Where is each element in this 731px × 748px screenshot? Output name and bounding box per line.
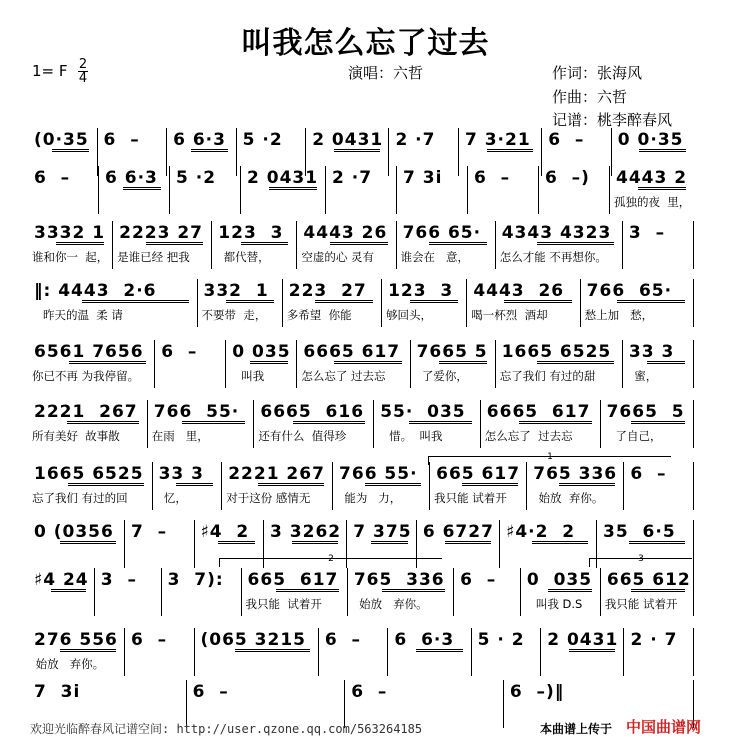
- measure: [396, 221, 495, 269]
- measure-notes: 5 · 2: [477, 630, 525, 650]
- score-row: [28, 279, 694, 327]
- measure-notes: 7 –: [130, 522, 168, 542]
- measure: [225, 340, 296, 388]
- measure-notes: 1665 6525: [34, 462, 148, 486]
- measure: [540, 628, 623, 676]
- measure: [609, 166, 694, 214]
- measure: [318, 628, 388, 676]
- measure: [623, 462, 694, 510]
- measure: [28, 279, 197, 327]
- measure: [325, 166, 396, 214]
- measure-lyrics: 忆，: [156, 491, 187, 505]
- measure-notes: 0 035: [527, 568, 596, 592]
- measure: [28, 628, 124, 676]
- measure-notes: 6665 617: [487, 400, 596, 424]
- lyricist: 作词：张海风: [552, 64, 643, 82]
- measure-notes: 6 –): [545, 168, 590, 188]
- volta-2-label: 2: [328, 554, 334, 564]
- measure-notes: 2221 267: [228, 462, 328, 486]
- measure-lyrics: 空虚的心 灵有: [301, 250, 375, 264]
- measure: [152, 462, 222, 510]
- measure: [161, 568, 241, 616]
- measure-lyrics: 惜。 叫我: [378, 429, 443, 443]
- measure-lyrics: 你已不再 为我停留。: [32, 369, 140, 383]
- measure: [429, 462, 526, 510]
- measure: [296, 221, 395, 269]
- measure: [28, 568, 94, 616]
- measure-notes: 6 –: [34, 168, 71, 188]
- measure-lyrics: 谁和你一 起，: [32, 250, 109, 264]
- measure: [495, 340, 622, 388]
- measure-lyrics: 始放 弃你。: [531, 491, 604, 505]
- score-row: [28, 166, 694, 214]
- measure-notes: 4443 2: [616, 166, 690, 190]
- measure-lyrics: 我只能 试着开: [434, 491, 507, 505]
- measure-lyrics: 是谁已经 把我: [117, 250, 190, 264]
- score-row: [28, 340, 694, 388]
- measure-notes: ‖: 4443 2·6: [34, 279, 193, 303]
- measure: [240, 166, 325, 214]
- measure-notes: 6 –: [161, 342, 198, 362]
- measure-notes: 7 3i: [34, 682, 81, 702]
- score-row: [28, 462, 694, 510]
- measure-notes: 123 3: [218, 221, 292, 245]
- measure-notes: 6 –)‖: [509, 682, 565, 702]
- measure-lyrics: 叫我 D.S: [524, 597, 583, 611]
- measure-lyrics: 喝一杯烈 酒却: [471, 308, 548, 322]
- measure: [471, 628, 541, 676]
- measure-lyrics: 孤独的夜 里，: [614, 195, 691, 209]
- measure-lyrics: 了爱你，: [414, 369, 468, 383]
- measure-lyrics: 怎么忘了 过去忘: [484, 429, 573, 443]
- measure-lyrics: 始放 弃你。: [351, 597, 428, 611]
- song-title: 叫我怎么忘了过去: [241, 26, 490, 61]
- measure-notes: 766 65·: [587, 279, 689, 303]
- measure: [332, 462, 429, 510]
- measure-lyrics: 怎么忘了 过去忘: [301, 369, 386, 383]
- measure-notes: 2 0431: [247, 166, 321, 190]
- measure-notes: ♯4 24: [34, 570, 89, 590]
- measure-notes: 2 0431: [547, 630, 619, 650]
- measure-lyrics: 不要带 走，: [201, 308, 267, 322]
- measure: [98, 166, 169, 214]
- measure: [28, 340, 154, 388]
- measure-lyrics: 忘了我们 有过的回: [32, 491, 128, 505]
- measure: [28, 462, 152, 510]
- measure: [622, 340, 694, 388]
- measure-notes: 3 –: [100, 570, 137, 590]
- measure-notes: 7 375: [353, 522, 412, 542]
- measure-lyrics: 谁会在 意，: [400, 250, 470, 264]
- measure-notes: 766 55·: [339, 462, 425, 486]
- site-logo: 中国曲谱网: [626, 718, 702, 736]
- measure-notes: 3 –: [628, 223, 666, 243]
- measure-notes: 7 3·21: [465, 128, 537, 152]
- measure-notes: 4443 26: [303, 221, 391, 245]
- measure: [480, 400, 600, 448]
- volta-3-label: 3: [638, 554, 644, 564]
- measure: [453, 568, 520, 616]
- measure-lyrics: 愁上加 愁，: [584, 308, 654, 322]
- measure-notes: 3332 1: [34, 221, 108, 245]
- measure-notes: 33 3: [159, 462, 218, 486]
- measure-notes: 276 556: [34, 628, 120, 652]
- measure: [221, 462, 332, 510]
- measure-lyrics: 忘了我们 有过的甜: [499, 369, 596, 383]
- measure-notes: 6 –: [324, 630, 362, 650]
- score-row: [28, 400, 694, 448]
- measure-notes: 6 –: [103, 130, 140, 150]
- score-row: [28, 568, 694, 616]
- measure-notes: 0 (0356: [34, 520, 120, 544]
- measure-notes: 5 ·2: [176, 168, 217, 188]
- measure-notes: 766 55·: [154, 400, 250, 424]
- measure-notes: 7665 5: [607, 400, 689, 424]
- measure-notes: 2 ·7: [395, 130, 436, 150]
- key-signature: 1= F: [32, 62, 68, 80]
- measure-notes: 123 3: [388, 279, 462, 303]
- measure-notes: 7 3i: [403, 168, 443, 188]
- measure-notes: 665 617: [248, 568, 343, 592]
- time-top: 2: [78, 57, 88, 72]
- measure-notes: 332 1: [204, 279, 278, 303]
- measure-notes: ♯4 2: [201, 520, 260, 544]
- measure: [124, 520, 194, 568]
- measure: [211, 221, 296, 269]
- measure-notes: (065 3215: [201, 628, 314, 652]
- measure-notes: 35 6·5: [603, 520, 689, 544]
- measure-notes: 6 –: [460, 570, 497, 590]
- measure: [410, 340, 495, 388]
- measure: [28, 520, 124, 568]
- measure-notes: 2223 27: [119, 221, 207, 245]
- measure: [282, 279, 381, 327]
- transcriber: 记谱：桃李醉春风: [552, 111, 673, 129]
- measure-notes: 6561 7656: [34, 340, 150, 364]
- volta-2: [219, 554, 442, 567]
- measure-notes: 7665 5: [417, 340, 491, 364]
- measure: [28, 221, 112, 269]
- measure-notes: 6 –: [351, 682, 388, 702]
- measure-lyrics: 始放 弃你。: [32, 657, 105, 671]
- measure-lyrics: 能为 力，: [337, 491, 402, 505]
- measure: [466, 279, 579, 327]
- score-row: [28, 628, 694, 676]
- measure-notes: 6 6·3: [173, 128, 232, 152]
- measure: [112, 221, 211, 269]
- measure: [28, 400, 147, 448]
- volta-1-label: 1: [547, 452, 553, 462]
- measure: [495, 221, 622, 269]
- measure-notes: 6 –: [474, 168, 511, 188]
- measure: [526, 462, 623, 510]
- measure: [387, 628, 470, 676]
- measure-notes: 665 612: [606, 570, 691, 590]
- measure: [623, 628, 694, 676]
- measure: [169, 166, 240, 214]
- measure: [241, 568, 347, 616]
- measure-notes: 2 ·7: [332, 168, 373, 188]
- measure-notes: 55· 035: [380, 400, 476, 424]
- composer: 作曲：六哲: [552, 88, 628, 106]
- measure-lyrics: 在雨 里，: [151, 429, 209, 443]
- upload-text: 本曲谱上传于: [540, 722, 613, 736]
- measure: [580, 279, 694, 327]
- measure-lyrics: 够回头，: [386, 308, 433, 322]
- measure-notes: 3 7):: [167, 570, 224, 590]
- measure-lyrics: 叫我: [230, 369, 265, 383]
- measure-notes: 2221 267: [34, 400, 143, 424]
- measure-notes: 0 035: [232, 342, 291, 362]
- measure-notes: 2 · 7: [630, 630, 678, 650]
- time-bottom: 4: [78, 71, 88, 86]
- measure-notes: 6 –: [192, 682, 229, 702]
- footer-link[interactable]: 欢迎光临醉春风记谱空间: http://user.qzone.qq.com/563264185: [30, 722, 423, 736]
- measure-notes: 765 336: [533, 462, 619, 486]
- measure-notes: 4343 4323: [502, 221, 618, 245]
- singer: 演唱：六哲: [348, 64, 424, 82]
- measure: [600, 400, 694, 448]
- volta-3: [589, 554, 692, 567]
- measure-notes: ♯4·2 2: [506, 520, 592, 544]
- measure-lyrics: 了自己，: [604, 429, 662, 443]
- score-row: [28, 221, 694, 269]
- volta-1: [428, 452, 671, 465]
- measure: [296, 340, 409, 388]
- measure-notes: 6 6727: [422, 522, 494, 542]
- measure: [94, 568, 161, 616]
- measure-lyrics: 所有美好 故事散: [32, 429, 120, 443]
- measure-lyrics: 都代替，: [216, 250, 270, 264]
- measure: [154, 340, 225, 388]
- measure-notes: 1665 6525: [502, 340, 618, 364]
- measure-notes: 6 –: [130, 630, 168, 650]
- measure-notes: 665 617: [436, 462, 522, 486]
- measure-notes: 5 ·2: [242, 130, 283, 150]
- measure-lyrics: 怎么才能 不再想你。: [499, 250, 607, 264]
- measure: [538, 166, 609, 214]
- measure: [194, 628, 318, 676]
- measure-lyrics: 蜜，: [626, 369, 658, 383]
- measure: [253, 400, 373, 448]
- time-signature: [78, 58, 88, 85]
- measure-notes: 4443 26: [473, 279, 575, 303]
- measure-notes: 6 –: [630, 464, 667, 484]
- measure: [28, 166, 98, 214]
- measure: [396, 166, 467, 214]
- measure-notes: 0 0·35: [618, 128, 690, 152]
- measure: [520, 568, 600, 616]
- measure-lyrics: 多希望 你能: [286, 308, 352, 322]
- measure-lyrics: 还有什么 值得珍: [258, 429, 347, 443]
- measure-notes: 6 6·3: [394, 628, 466, 652]
- measure: [499, 520, 596, 568]
- measure: [347, 568, 453, 616]
- measure-notes: 766 65·: [403, 221, 491, 245]
- measure: [600, 568, 694, 616]
- measure: [373, 400, 480, 448]
- measure: [147, 400, 254, 448]
- measure-lyrics: 昨天的温 柔 请: [32, 308, 123, 322]
- measure: [124, 628, 194, 676]
- measure-lyrics: 我只能 试着开: [604, 597, 678, 611]
- measure-notes: 6665 616: [260, 400, 369, 424]
- measure-notes: 223 27: [289, 279, 377, 303]
- measure-notes: 6665 617: [303, 340, 405, 364]
- measure-lyrics: 对于这份 感情无: [226, 491, 311, 505]
- measure: [197, 279, 282, 327]
- measure: [381, 279, 466, 327]
- measure-notes: 6 6·3: [105, 166, 165, 190]
- measure-notes: 2 0431: [312, 130, 384, 150]
- measure: [622, 221, 694, 269]
- measure-notes: (0·35: [34, 128, 93, 152]
- measure-notes: 3 3262: [270, 522, 342, 542]
- measure-notes: 6 –: [548, 130, 585, 150]
- measure-notes: 33 3: [629, 340, 689, 364]
- measure-notes: 765 336: [354, 568, 449, 592]
- measure-lyrics: 我只能 试着开: [245, 597, 322, 611]
- measure: [467, 166, 538, 214]
